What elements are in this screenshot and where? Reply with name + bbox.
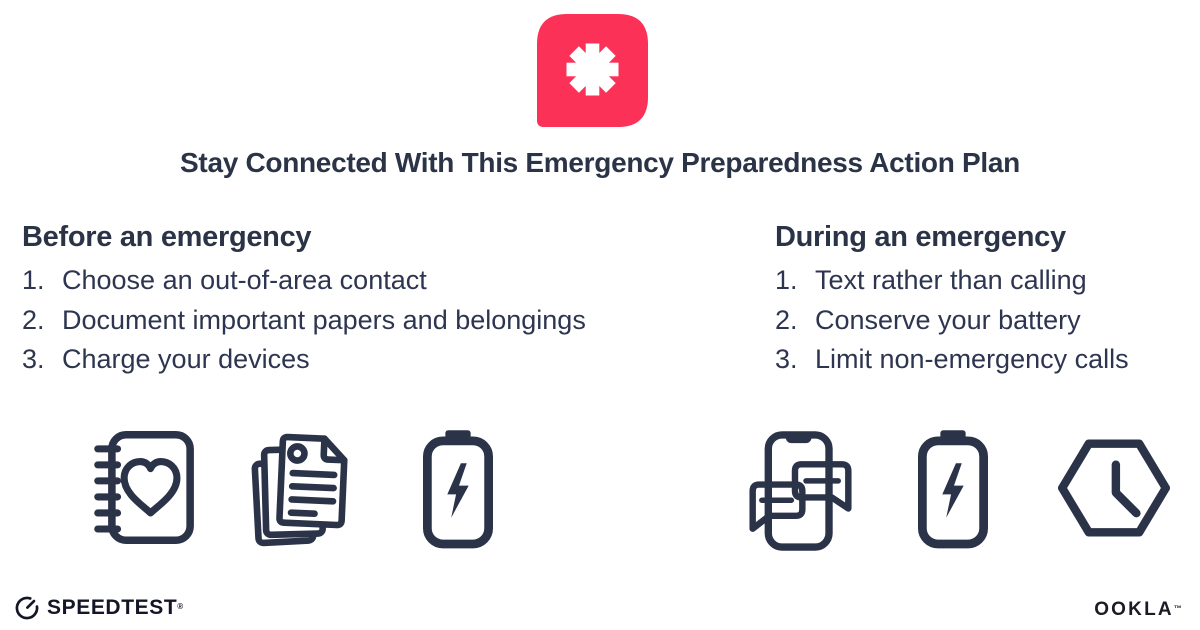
speedtest-gauge-icon (14, 595, 40, 621)
list-item-text: Charge your devices (62, 344, 310, 374)
before-emergency-section (22, 221, 722, 380)
list-item-text: Limit non-emergency calls (815, 344, 1129, 374)
list-item-text: Conserve your battery (815, 304, 1081, 335)
during-emergency-list (775, 261, 1200, 380)
list-item (22, 340, 722, 380)
list-item (775, 340, 1200, 380)
before-emergency-list (22, 261, 722, 380)
list-item (22, 261, 722, 301)
page-title: Stay Connected With This Emergency Preparedness Action Plan (180, 147, 1020, 178)
list-number: 2. (22, 304, 45, 335)
during-emergency-heading: During an emergency (775, 221, 1066, 253)
list-number: 2. (775, 304, 798, 335)
list-number: 3. (22, 344, 45, 374)
clock-hexagon-icon (1058, 438, 1170, 538)
speedtest-logo (14, 595, 184, 621)
speedtest-wordmark: SPEEDTEST® (47, 596, 184, 619)
list-number: 1. (775, 265, 798, 295)
contact-book-heart-icon (90, 430, 196, 545)
list-item-text: Document important papers and belongings (62, 304, 586, 335)
list-item (22, 301, 722, 341)
list-item (775, 301, 1200, 341)
ookla-wordmark: OOKLA (1094, 599, 1174, 620)
ookla-logo (1094, 599, 1184, 621)
important-documents-icon (251, 426, 349, 552)
list-item-text: Choose an out-of-area contact (62, 265, 427, 295)
before-emergency-heading: Before an emergency (22, 221, 312, 253)
speedtest-trademark: ® (177, 602, 184, 611)
ookla-trademark: ™ (1173, 604, 1184, 613)
list-item (775, 261, 1200, 301)
during-emergency-section (775, 221, 1200, 380)
list-number: 3. (775, 344, 798, 374)
phone-text-messages-icon (749, 428, 852, 554)
charged-battery-icon (423, 430, 493, 549)
list-number: 1. (22, 265, 45, 295)
medical-asterisk-icon (537, 14, 648, 127)
charged-battery-icon (918, 430, 988, 549)
list-item-text: Text rather than calling (815, 265, 1087, 295)
